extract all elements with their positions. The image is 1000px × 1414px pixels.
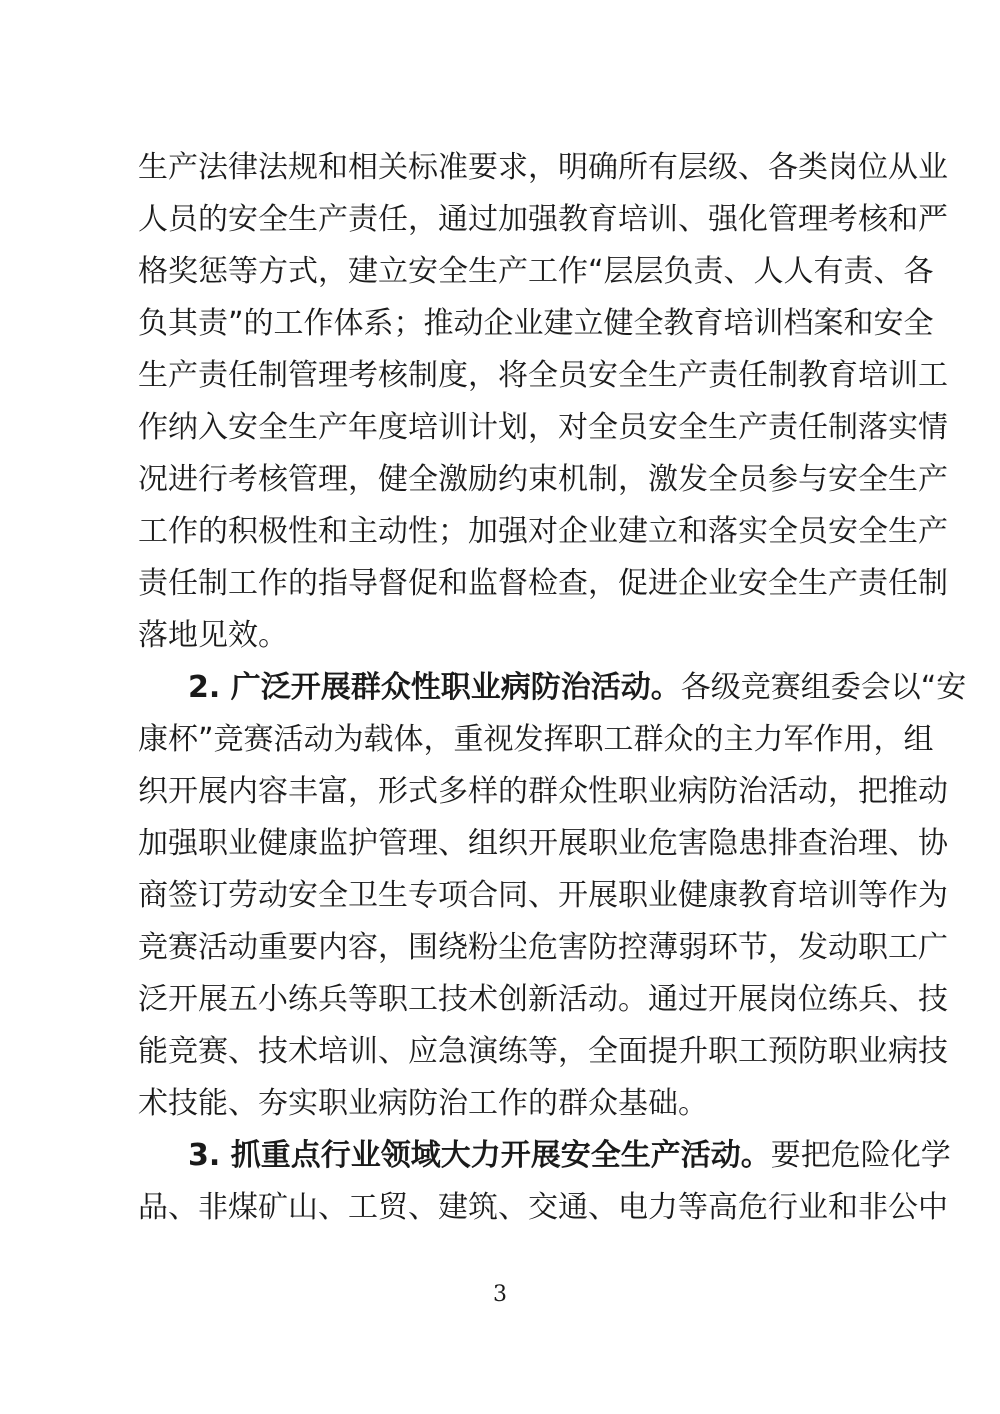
text-line: 织开展内容丰富，形式多样的群众性职业病防治活动，把推动 bbox=[138, 774, 948, 809]
text-line: 作纳入安全生产年度培训计划，对全员安全生产责任制落实情 bbox=[138, 410, 948, 445]
text-line: 康杯”竞赛活动为载体，重视发挥职工群众的主力军作用，组 bbox=[138, 722, 934, 757]
text-line: 负其责”的工作体系；推动企业建立健全教育培训档案和安全 bbox=[138, 306, 934, 341]
text-line: 生产责任制管理考核制度，将全员安全生产责任制教育培训工 bbox=[138, 358, 948, 393]
text-line: 能竞赛、技术培训、应急演练等，全面提升职工预防职业病技 bbox=[138, 1034, 948, 1069]
text-line: 况进行考核管理，健全激励约束机制，激发全员参与安全生产 bbox=[138, 462, 948, 497]
section-2-heading: 2. 广泛开展群众性职业病防治活动。 bbox=[188, 670, 681, 705]
text-line: 落地见效。 bbox=[138, 618, 288, 653]
section-3-first-line bbox=[188, 1136, 951, 1176]
text-line: 工作的积极性和主动性；加强对企业建立和落实全员安全生产 bbox=[138, 514, 948, 549]
text-line: 加强职业健康监护管理、组织开展职业危害隐患排查治理、协 bbox=[138, 826, 948, 861]
text-line: 生产法律法规和相关标准要求，明确所有层级、各类岗位从业 bbox=[138, 150, 948, 185]
text-line: 品、非煤矿山、工贸、建筑、交通、电力等高危行业和非公中 bbox=[138, 1190, 948, 1225]
section-3-text: 要把危险化学 bbox=[770, 1138, 951, 1173]
text-line: 泛开展五小练兵等职工技术创新活动。通过开展岗位练兵、技 bbox=[138, 982, 948, 1017]
text-line: 人员的安全生产责任，通过加强教育培训、强化管理考核和严 bbox=[138, 202, 948, 237]
text-line: 术技能、夯实职业病防治工作的群众基础。 bbox=[138, 1086, 708, 1121]
section-2-first-line bbox=[188, 668, 967, 708]
text-line: 商签订劳动安全卫生专项合同、开展职业健康教育培训等作为 bbox=[138, 878, 948, 913]
text-line: 格奖惩等方式，建立安全生产工作“层层负责、人人有责、各 bbox=[138, 254, 934, 289]
section-2-text: 各级竞赛组委会以“安 bbox=[680, 670, 967, 705]
text-line: 责任制工作的指导督促和监督检查，促进企业安全生产责任制 bbox=[138, 566, 948, 601]
text-line: 竞赛活动重要内容，围绕粉尘危害防控薄弱环节，发动职工广 bbox=[138, 930, 948, 965]
section-3-heading: 3. 抓重点行业领域大力开展安全生产活动。 bbox=[188, 1138, 771, 1173]
page-number: 3 bbox=[493, 1282, 507, 1307]
